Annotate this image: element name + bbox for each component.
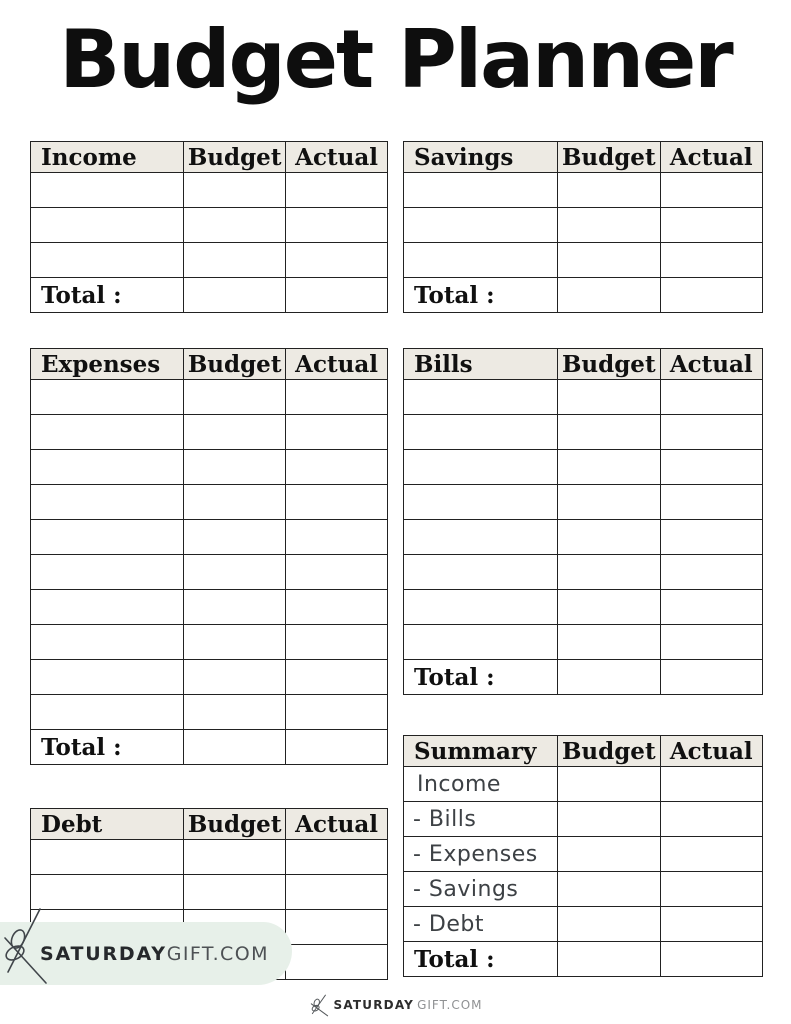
row-label-cell: - Bills bbox=[404, 802, 558, 837]
planner-table-grid bbox=[403, 348, 763, 695]
footer-logo-giftcom: GIFT.COM bbox=[417, 998, 483, 1012]
table-row bbox=[404, 625, 763, 660]
row-label-cell bbox=[404, 555, 558, 590]
empty-cell bbox=[286, 555, 388, 590]
savings-table bbox=[403, 141, 763, 313]
row-label-cell bbox=[404, 590, 558, 625]
row-label-cell: - Expenses bbox=[404, 837, 558, 872]
empty-cell bbox=[558, 872, 660, 907]
row-label-cell bbox=[31, 625, 184, 660]
empty-cell bbox=[558, 208, 660, 243]
empty-cell bbox=[660, 208, 762, 243]
row-label-cell bbox=[404, 173, 558, 208]
empty-cell bbox=[558, 660, 660, 695]
empty-cell bbox=[660, 243, 762, 278]
empty-cell bbox=[286, 660, 388, 695]
total-row bbox=[31, 278, 388, 313]
table-row bbox=[31, 380, 388, 415]
table-row bbox=[404, 485, 763, 520]
empty-cell bbox=[558, 243, 660, 278]
header-row bbox=[31, 142, 388, 173]
table-row bbox=[404, 243, 763, 278]
empty-cell bbox=[660, 485, 762, 520]
empty-cell bbox=[558, 837, 660, 872]
empty-cell bbox=[660, 802, 762, 837]
empty-cell bbox=[184, 625, 286, 660]
total-row bbox=[404, 278, 763, 313]
row-label-cell bbox=[31, 840, 184, 875]
empty-cell bbox=[286, 910, 388, 945]
total-label-cell: Total : bbox=[31, 278, 184, 313]
empty-cell bbox=[660, 450, 762, 485]
table-row bbox=[404, 415, 763, 450]
total-row bbox=[404, 942, 763, 977]
header-row bbox=[31, 809, 388, 840]
column-header: Budget bbox=[558, 349, 660, 380]
row-label-cell bbox=[31, 695, 184, 730]
table-row bbox=[404, 590, 763, 625]
expenses-table bbox=[30, 348, 388, 765]
column-header: Actual bbox=[660, 736, 762, 767]
row-label-cell bbox=[31, 485, 184, 520]
table-row bbox=[31, 840, 388, 875]
planner-table-grid bbox=[403, 141, 763, 313]
empty-cell bbox=[660, 520, 762, 555]
empty-cell bbox=[660, 907, 762, 942]
table-row bbox=[31, 590, 388, 625]
row-label-cell bbox=[404, 243, 558, 278]
empty-cell bbox=[184, 243, 286, 278]
total-label-cell: Total : bbox=[404, 942, 558, 977]
table-row bbox=[31, 660, 388, 695]
column-header: Actual bbox=[286, 349, 388, 380]
table-title: Summary bbox=[404, 736, 558, 767]
empty-cell bbox=[184, 173, 286, 208]
header-row bbox=[404, 142, 763, 173]
table-row bbox=[404, 450, 763, 485]
table-row bbox=[404, 520, 763, 555]
badge-logo-giftcom: GIFT.COM bbox=[166, 942, 269, 965]
table-row bbox=[404, 907, 763, 942]
empty-cell bbox=[184, 520, 286, 555]
empty-cell bbox=[184, 415, 286, 450]
planner-table-grid bbox=[30, 348, 388, 765]
row-label-cell bbox=[31, 555, 184, 590]
table-row bbox=[404, 872, 763, 907]
empty-cell bbox=[558, 380, 660, 415]
header-row bbox=[404, 349, 763, 380]
page-title: Budget Planner bbox=[59, 13, 732, 106]
column-header: Actual bbox=[286, 809, 388, 840]
total-label-cell: Total : bbox=[31, 730, 184, 765]
column-header: Actual bbox=[286, 142, 388, 173]
empty-cell bbox=[660, 767, 762, 802]
table-row bbox=[31, 555, 388, 590]
empty-cell bbox=[660, 590, 762, 625]
empty-cell bbox=[558, 767, 660, 802]
table-row bbox=[31, 485, 388, 520]
bills-table bbox=[403, 348, 763, 695]
table-row bbox=[404, 380, 763, 415]
empty-cell bbox=[286, 875, 388, 910]
table-row bbox=[404, 767, 763, 802]
column-header: Actual bbox=[660, 349, 762, 380]
empty-cell bbox=[660, 278, 762, 313]
empty-cell bbox=[660, 660, 762, 695]
table-title: Bills bbox=[404, 349, 558, 380]
empty-cell bbox=[558, 907, 660, 942]
empty-cell bbox=[184, 208, 286, 243]
empty-cell bbox=[558, 278, 660, 313]
row-label-cell bbox=[31, 243, 184, 278]
empty-cell bbox=[184, 485, 286, 520]
row-label-cell bbox=[31, 660, 184, 695]
row-label-cell bbox=[404, 208, 558, 243]
empty-cell bbox=[184, 840, 286, 875]
table-title: Expenses bbox=[31, 349, 184, 380]
empty-cell bbox=[286, 208, 388, 243]
total-label-cell: Total : bbox=[404, 660, 558, 695]
saturdaygift-badge bbox=[0, 922, 292, 985]
header-row bbox=[404, 736, 763, 767]
column-header: Budget bbox=[558, 736, 660, 767]
planner-table-grid bbox=[30, 141, 388, 313]
row-label-cell bbox=[404, 380, 558, 415]
empty-cell bbox=[660, 942, 762, 977]
empty-cell bbox=[184, 875, 286, 910]
empty-cell bbox=[184, 278, 286, 313]
footer-logo bbox=[0, 991, 791, 1019]
empty-cell bbox=[184, 450, 286, 485]
table-row bbox=[31, 415, 388, 450]
empty-cell bbox=[558, 590, 660, 625]
table-row bbox=[31, 520, 388, 555]
empty-cell bbox=[558, 450, 660, 485]
empty-cell bbox=[286, 243, 388, 278]
empty-cell bbox=[558, 802, 660, 837]
empty-cell bbox=[286, 520, 388, 555]
row-label-cell bbox=[404, 415, 558, 450]
row-label-cell bbox=[31, 173, 184, 208]
empty-cell bbox=[286, 450, 388, 485]
empty-cell bbox=[286, 278, 388, 313]
empty-cell bbox=[660, 625, 762, 660]
column-header: Budget bbox=[184, 349, 286, 380]
column-header: Actual bbox=[660, 142, 762, 173]
empty-cell bbox=[184, 380, 286, 415]
table-row bbox=[404, 837, 763, 872]
table-row bbox=[31, 695, 388, 730]
empty-cell bbox=[558, 555, 660, 590]
empty-cell bbox=[558, 942, 660, 977]
empty-cell bbox=[286, 840, 388, 875]
badge-logo-text bbox=[40, 943, 269, 965]
scissors-icon bbox=[309, 994, 331, 1018]
row-label-cell: - Savings bbox=[404, 872, 558, 907]
column-header: Budget bbox=[184, 809, 286, 840]
empty-cell bbox=[286, 625, 388, 660]
empty-cell bbox=[558, 625, 660, 660]
table-row bbox=[31, 875, 388, 910]
empty-cell bbox=[660, 837, 762, 872]
empty-cell bbox=[286, 415, 388, 450]
scissors-icon bbox=[2, 905, 54, 987]
empty-cell bbox=[184, 695, 286, 730]
table-title: Savings bbox=[404, 142, 558, 173]
total-row bbox=[31, 730, 388, 765]
table-row bbox=[31, 625, 388, 660]
empty-cell bbox=[660, 173, 762, 208]
empty-cell bbox=[286, 173, 388, 208]
row-label-cell bbox=[404, 450, 558, 485]
table-row bbox=[31, 243, 388, 278]
table-row bbox=[404, 208, 763, 243]
income-table bbox=[30, 141, 388, 313]
empty-cell bbox=[660, 415, 762, 450]
empty-cell bbox=[184, 555, 286, 590]
row-label-cell bbox=[31, 590, 184, 625]
row-label-cell bbox=[31, 380, 184, 415]
total-row bbox=[404, 660, 763, 695]
row-label-cell bbox=[31, 415, 184, 450]
empty-cell bbox=[558, 485, 660, 520]
row-label-cell bbox=[31, 520, 184, 555]
planner-table-grid bbox=[403, 735, 763, 977]
row-label-cell bbox=[404, 485, 558, 520]
row-label-cell bbox=[31, 208, 184, 243]
empty-cell bbox=[558, 415, 660, 450]
summary-table bbox=[403, 735, 763, 977]
empty-cell bbox=[286, 945, 388, 980]
row-label-cell: Income bbox=[404, 767, 558, 802]
empty-cell bbox=[660, 380, 762, 415]
table-row bbox=[404, 173, 763, 208]
row-label-cell bbox=[31, 450, 184, 485]
footer-logo-saturday: SATURDAY bbox=[333, 998, 415, 1012]
table-row bbox=[404, 802, 763, 837]
table-row bbox=[31, 450, 388, 485]
empty-cell bbox=[184, 590, 286, 625]
column-header: Budget bbox=[558, 142, 660, 173]
empty-cell bbox=[286, 590, 388, 625]
badge-logo-saturday: SATURDAY bbox=[40, 942, 167, 965]
empty-cell bbox=[558, 520, 660, 555]
total-label-cell: Total : bbox=[404, 278, 558, 313]
table-row bbox=[31, 173, 388, 208]
row-label-cell: - Debt bbox=[404, 907, 558, 942]
table-row bbox=[404, 555, 763, 590]
empty-cell bbox=[558, 173, 660, 208]
empty-cell bbox=[286, 380, 388, 415]
header-row bbox=[31, 349, 388, 380]
empty-cell bbox=[660, 872, 762, 907]
empty-cell bbox=[660, 555, 762, 590]
empty-cell bbox=[286, 730, 388, 765]
table-row bbox=[31, 208, 388, 243]
column-header: Budget bbox=[184, 142, 286, 173]
row-label-cell bbox=[404, 625, 558, 660]
empty-cell bbox=[286, 695, 388, 730]
table-title: Income bbox=[31, 142, 184, 173]
empty-cell bbox=[184, 660, 286, 695]
table-title: Debt bbox=[31, 809, 184, 840]
row-label-cell bbox=[404, 520, 558, 555]
empty-cell bbox=[184, 730, 286, 765]
empty-cell bbox=[286, 485, 388, 520]
